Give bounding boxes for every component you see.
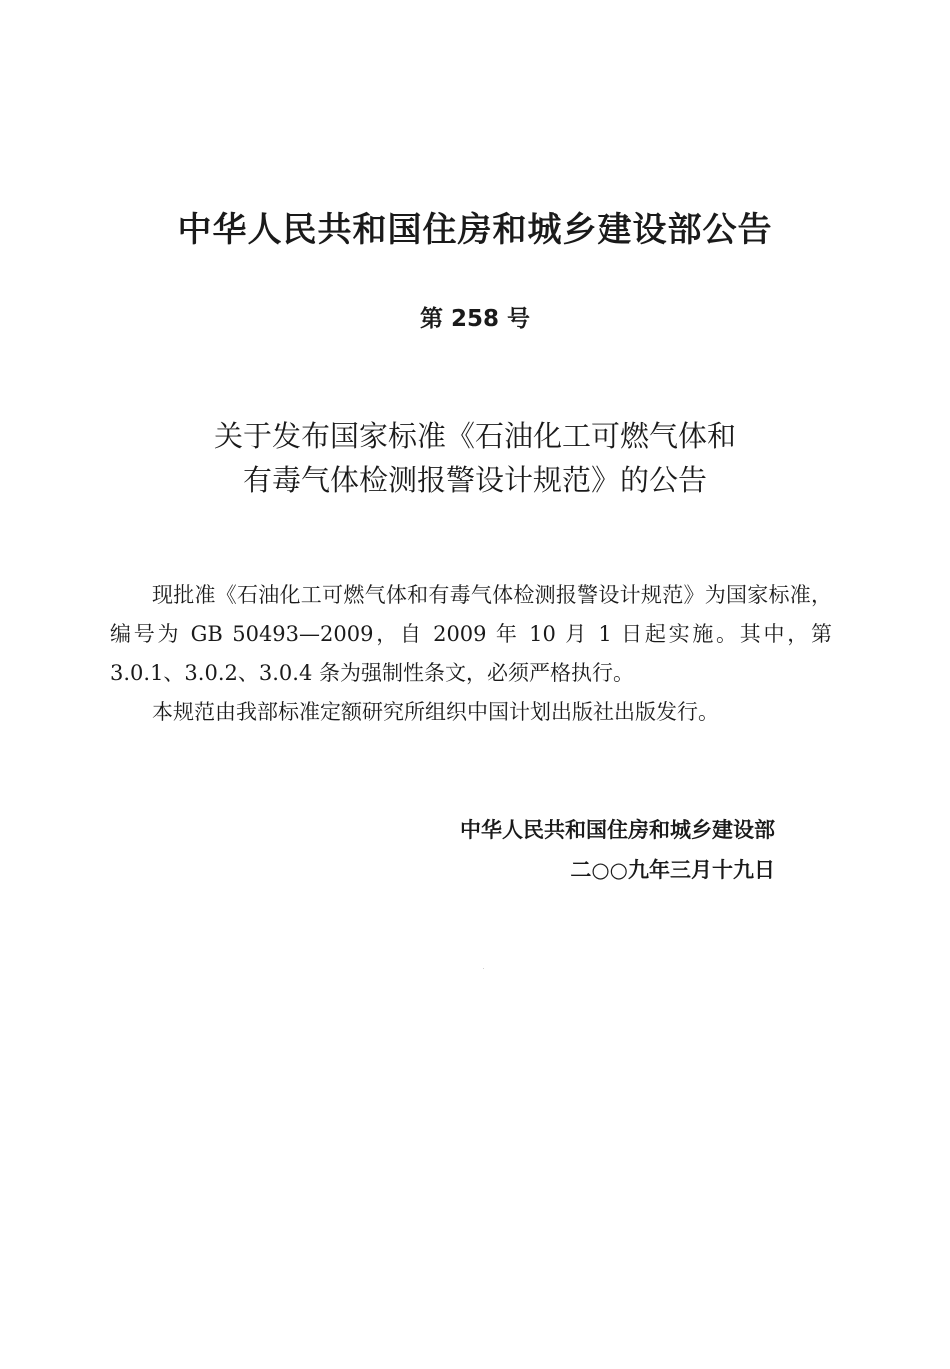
body-paragraph: 本规范由我部标准定额研究所组织中国计划出版社出版发行。 [152,700,719,724]
signature-block [0,810,775,890]
announcement-body [110,576,832,732]
issue-date: 二○○九年三月十九日 [570,858,775,882]
subtitle-line: 有毒气体检测报警设计规范》的公告 [242,463,707,497]
announcement-subtitle [0,414,950,502]
subtitle-line: 关于发布国家标准《石油化工可燃气体和 [213,419,736,453]
scan-speck [483,968,484,969]
issuer-name: 中华人民共和国住房和城乡建设部 [460,818,775,842]
body-paragraph: 现批准《石油化工可燃气体和有毒气体检测报警设计规范》为国家标准，编号为 GB 50493—2009，自 2009 年 10 月 1 日起实施。其中，第 3.0.1、3.0.2、3.0.4 条为强制性条文，必须严格执行。 [110,583,832,685]
announcement-title: 中华人民共和国住房和城乡建设部公告 [177,210,773,250]
announcement-number: 第 258 号 [419,306,531,332]
